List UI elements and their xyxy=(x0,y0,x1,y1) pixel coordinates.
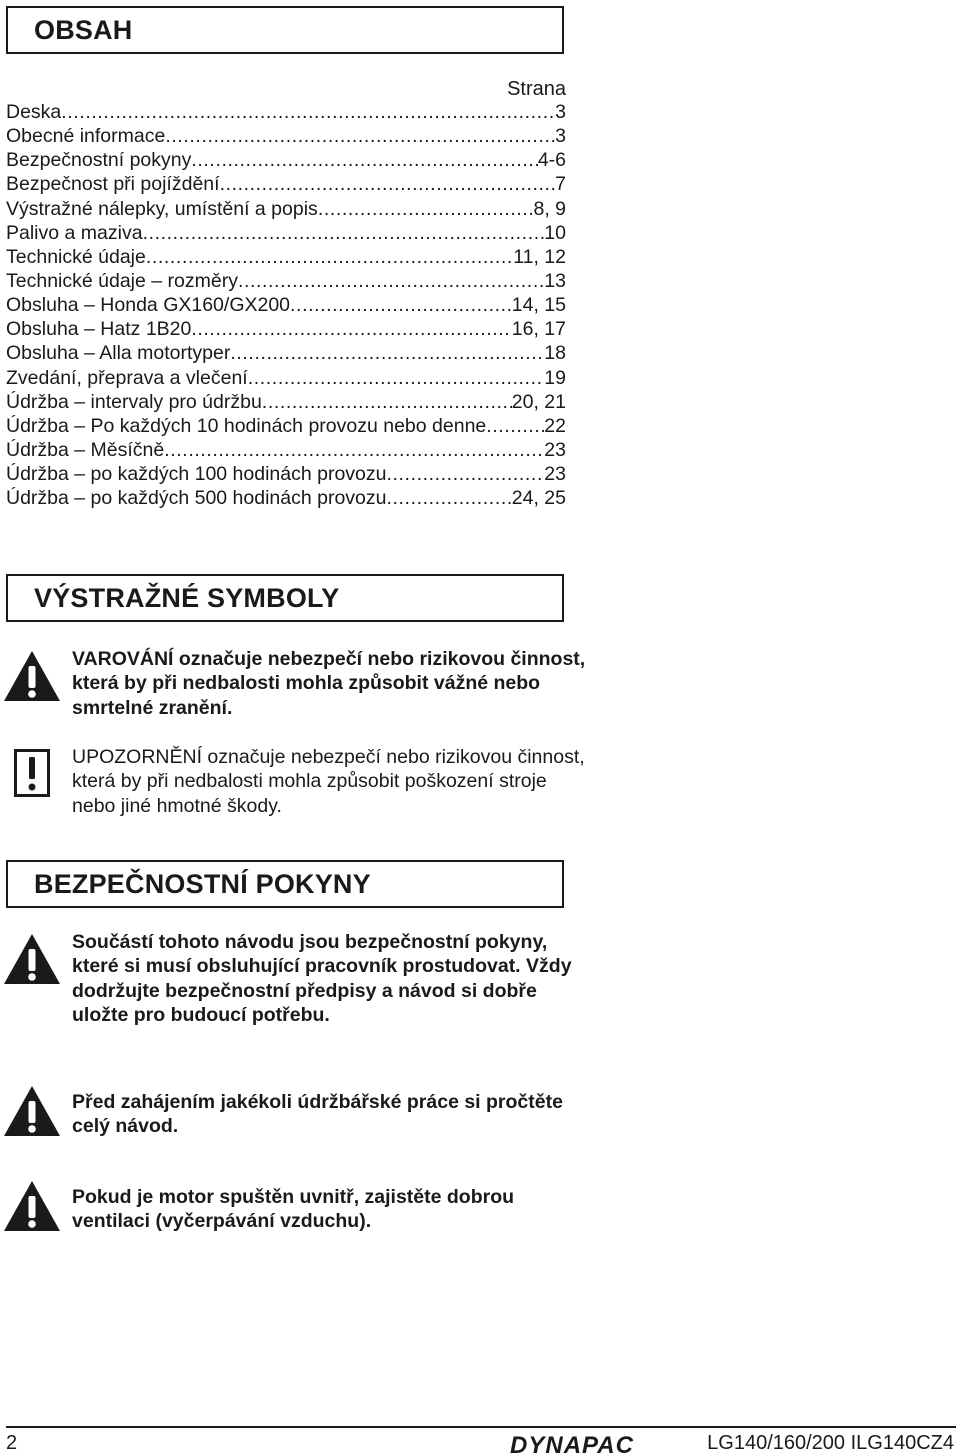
toc-entry-page: 24, 25 xyxy=(511,487,566,510)
section-title-obsah-text: OBSAH xyxy=(34,14,133,45)
toc-entry xyxy=(6,367,566,391)
toc-leader-dots xyxy=(248,367,545,390)
footer-divider xyxy=(6,1426,956,1428)
toc-entry xyxy=(6,270,566,294)
toc-entry-title: Technické údaje xyxy=(6,245,146,268)
toc-leader-dots xyxy=(262,391,512,414)
toc-entry-title: Údržba – intervaly pro údržbu xyxy=(6,390,262,413)
toc-entry xyxy=(6,487,566,511)
toc-entry-page: 3 xyxy=(555,101,566,123)
toc-leader-dots xyxy=(290,294,512,317)
toc-entry-title: Technické údaje – rozměry xyxy=(6,269,238,292)
toc-entry-title: Údržba – po každých 500 hodinách provozu xyxy=(6,487,387,510)
warning-triangle-icon xyxy=(2,649,62,703)
table-of-contents xyxy=(6,101,566,511)
section-title-symboly xyxy=(6,574,564,622)
toc-leader-dots xyxy=(387,487,512,510)
toc-leader-dots xyxy=(318,198,534,221)
safety-item-2-text: Před zahájením jakékoli údržbářské práce si pročtěte celý návod. xyxy=(72,1091,563,1138)
toc-entry xyxy=(6,463,566,487)
toc-entry xyxy=(6,318,566,342)
warning-definition-text: VAROVÁNÍ označuje nebezpečí nebo rizikovou činnost, která by při nedbalosti mohla způsobit vážné nebo smrtelné zranění. xyxy=(72,648,586,719)
toc-entry-page: 13 xyxy=(544,269,566,292)
toc-entry-title: Obsluha – Alla motortyper xyxy=(6,342,231,365)
toc-entry xyxy=(6,149,566,173)
warning-triangle-icon xyxy=(2,932,62,986)
dynapac-logo xyxy=(480,1434,664,1456)
safety-item-3-text: Pokud je motor spuštěn uvnitř, zajistěte dobrou ventilaci (vyčerpávání vzduchu). xyxy=(72,1186,515,1233)
toc-leader-dots xyxy=(230,342,544,365)
toc-leader-dots xyxy=(220,173,556,196)
footer-page-number: 2 xyxy=(6,1432,18,1454)
toc-entry-page: 11, 12 xyxy=(513,245,566,268)
toc-entry xyxy=(6,125,566,149)
toc-entry-title: Údržba – Měsíčně xyxy=(6,438,165,461)
toc-entry-title: Bezpečnost při pojíždění xyxy=(6,173,220,196)
toc-entry xyxy=(6,391,566,415)
toc-entry-title: Údržba – Po každých 10 hodinách provozu nebo denne xyxy=(6,414,487,437)
toc-entry-title: Obecné informace xyxy=(6,125,166,148)
toc-entry-title: Deska xyxy=(6,101,62,123)
toc-entry-title: Obsluha – Honda GX160/GX200 xyxy=(6,294,291,317)
toc-entry xyxy=(6,415,566,439)
toc-leader-dots xyxy=(143,222,545,245)
toc-entry-title: Výstražné nálepky, umístění a popis xyxy=(6,197,318,220)
toc-entry-title: Bezpečnostní pokyny xyxy=(6,149,192,172)
toc-entry-page: 16, 17 xyxy=(511,318,566,341)
toc-entry xyxy=(6,198,566,222)
toc-entry-page: 10 xyxy=(544,221,566,244)
toc-leader-dots xyxy=(238,270,544,293)
toc-entry xyxy=(6,222,566,246)
toc-entry-page: 23 xyxy=(544,463,566,486)
toc-entry-title: Zvedání, přeprava a vlečení xyxy=(6,366,248,389)
warning-triangle-icon xyxy=(2,1084,62,1138)
toc-leader-dots xyxy=(165,125,555,148)
toc-entry-page: 19 xyxy=(544,366,566,389)
toc-entry-page: 3 xyxy=(555,125,566,148)
toc-entry-page: 8, 9 xyxy=(533,197,566,220)
safety-item-1-text: Součástí tohoto návodu jsou bezpečnostní pokyny, které si musí obsluhující pracovník prostudovat. Vždy dodržujte bezpečnostní předpisy a návod si dobře uložte pro budoucí potřebu. xyxy=(72,931,572,1026)
toc-entry-page: 22 xyxy=(544,414,566,437)
footer-document-code: LG140/160/200 ILG140CZ4 xyxy=(707,1432,954,1454)
toc-leader-dots xyxy=(191,149,537,172)
toc-entry-page: 23 xyxy=(544,438,566,461)
section-title-symboly-text: VÝSTRAŽNÉ SYMBOLY xyxy=(34,582,340,613)
caution-exclamation-box-icon xyxy=(14,749,50,797)
toc-leader-dots xyxy=(486,415,544,438)
caution-definition-text: UPOZORNĚNÍ označuje nebezpečí nebo rizikovou činnost, která by při nedbalosti mohla způsobit poškození stroje nebo jiné hmotné škody. xyxy=(72,746,585,817)
dynapac-logo-text: DYNAPAC xyxy=(510,1434,634,1456)
toc-entry-title: Obsluha – Hatz 1B20 xyxy=(6,318,192,341)
warning-triangle-icon xyxy=(2,1179,62,1233)
toc-leader-dots xyxy=(146,246,513,269)
toc-entry xyxy=(6,439,566,463)
toc-entry-page: 20, 21 xyxy=(511,390,566,413)
toc-entry xyxy=(6,246,566,270)
toc-leader-dots xyxy=(191,318,511,341)
toc-entry-page: 18 xyxy=(544,342,566,365)
toc-entry xyxy=(6,342,566,366)
toc-entry-page: 7 xyxy=(555,173,566,196)
section-title-pokyny-text: BEZPEČNOSTNÍ POKYNY xyxy=(34,868,371,899)
toc-entry xyxy=(6,294,566,318)
toc-entry-title: Palivo a maziva xyxy=(6,221,143,244)
toc-entry-page: 4-6 xyxy=(537,149,566,172)
section-title-pokyny xyxy=(6,860,564,908)
toc-entry-title: Údržba – po každých 100 hodinách provozu xyxy=(6,463,387,486)
toc-entry xyxy=(6,101,566,125)
section-title-obsah xyxy=(6,6,564,54)
toc-page-column-header: Strana xyxy=(507,78,566,100)
toc-leader-dots xyxy=(164,439,544,462)
toc-leader-dots xyxy=(61,101,555,124)
toc-entry xyxy=(6,173,566,197)
toc-entry-page: 14, 15 xyxy=(511,294,566,317)
toc-leader-dots xyxy=(387,463,545,486)
